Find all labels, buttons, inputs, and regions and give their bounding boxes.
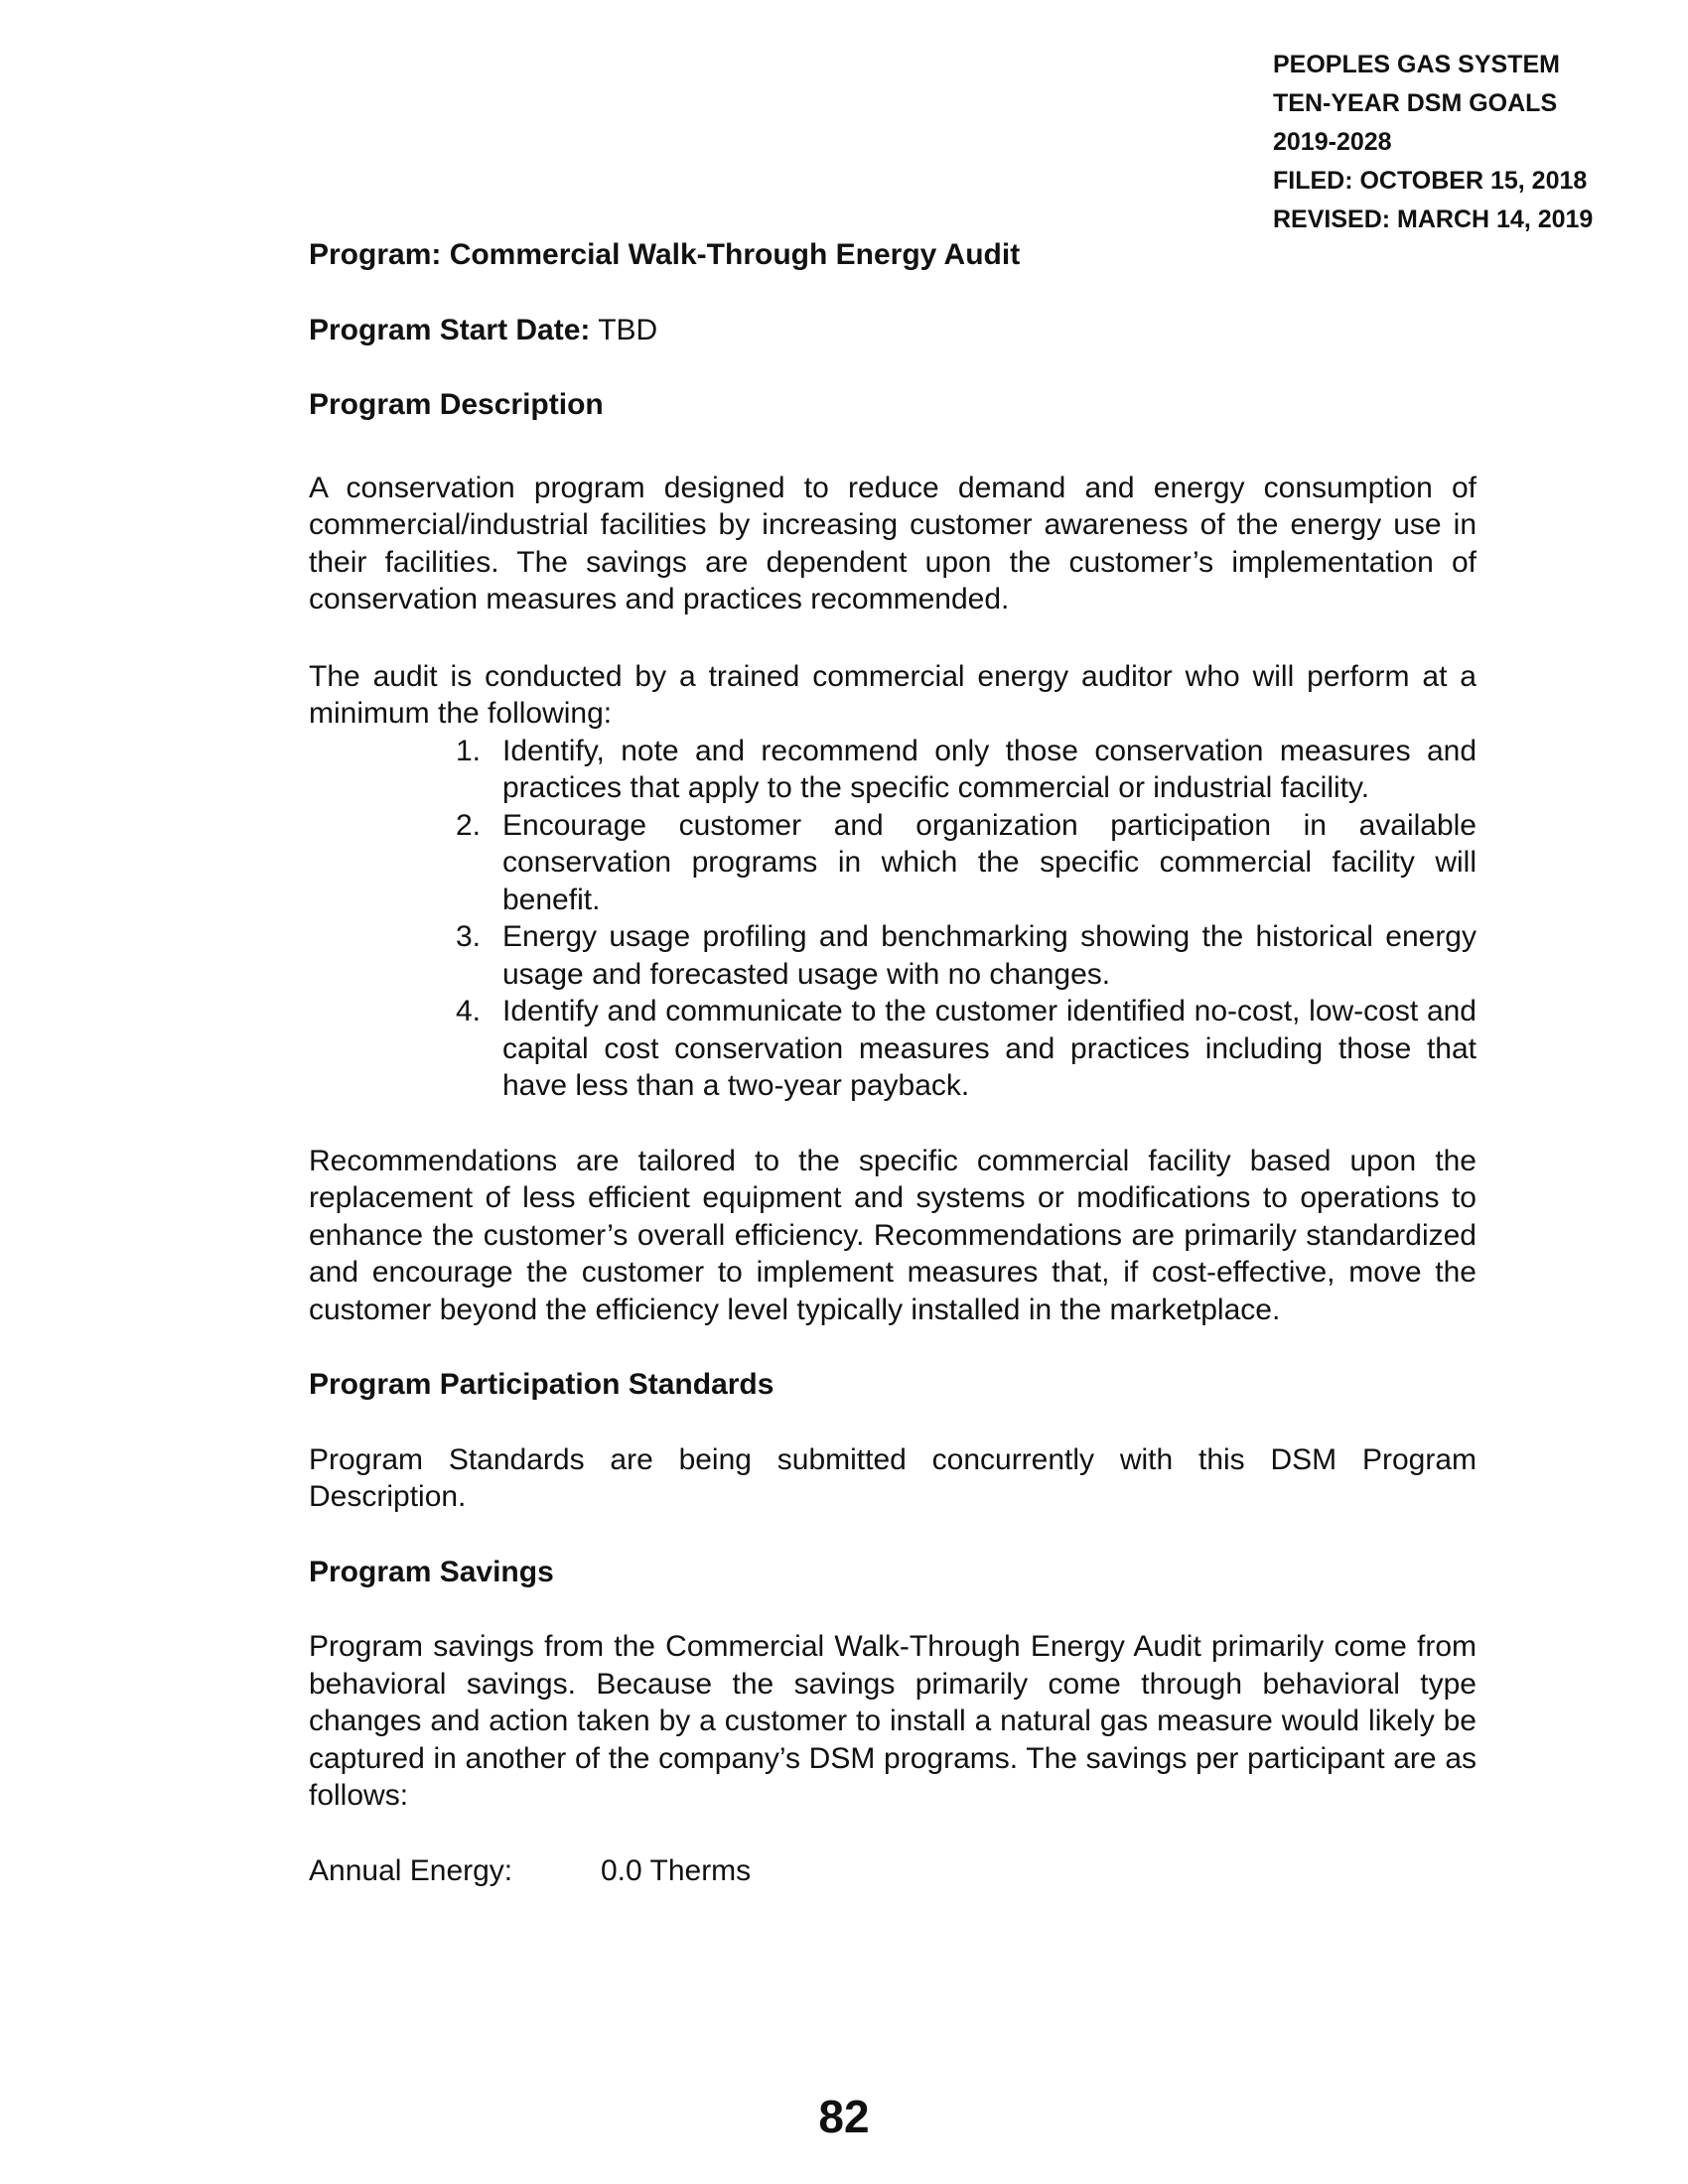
annual-energy-label: Annual Energy:: [309, 1853, 513, 1887]
list-item: [456, 993, 1477, 1105]
list-item-text: Encourage customer and organization participation in available conservation programs in which the specific commercial facility will benefit.: [502, 808, 1477, 916]
header-plan: TEN-YEAR DSM GOALS: [1273, 89, 1558, 117]
description-paragraph-2: The audit is conducted by a trained commercial energy auditor who will perform at a minimum the following:: [309, 659, 1477, 730]
filing-header: [1273, 46, 1670, 239]
program-description-heading: Program Description: [309, 388, 604, 421]
list-item-number: 2.: [456, 808, 482, 842]
page-number: 82: [818, 2091, 870, 2142]
list-item: [456, 918, 1477, 993]
start-date-value: TBD: [598, 313, 658, 346]
list-item-number: 4.: [456, 995, 482, 1027]
program-savings-heading: Program Savings: [309, 1555, 554, 1588]
header-company: PEOPLES GAS SYSTEM: [1273, 51, 1560, 78]
program-savings-paragraph: Program savings from the Commercial Walk-Through Energy Audit primarily come from behavioral savings. Because the savings primarily come through behavioral type changes and action taken by a customer to install a natural gas measure would likely be captured in another of the company’s DSM programs. The savings per participant are as follows:: [309, 1630, 1477, 1812]
list-item-number: 1.: [456, 734, 482, 767]
start-date-label: Program Start Date:: [309, 313, 591, 346]
participation-standards-paragraph: Program Standards are being submitted concurrently with this DSM Program Description.: [309, 1442, 1477, 1513]
audit-task-list: [309, 733, 1477, 1105]
annual-energy-value: 0.0 Therms: [601, 1853, 752, 1887]
document-body: [309, 236, 1477, 1889]
list-item-number: 3.: [456, 920, 482, 953]
header-years: 2019-2028: [1273, 128, 1392, 156]
participation-standards-heading: Program Participation Standards: [309, 1368, 774, 1401]
list-item-text: Identify and communicate to the customer identified no-cost, low-cost and capital cost conservation measures and practices including those that have less than a two-year payback.: [502, 995, 1477, 1102]
list-item-text: Identify, note and recommend only those conservation measures and practices that apply to the specific commercial or industrial facility.: [502, 734, 1477, 804]
header-revised-date: REVISED: MARCH 14, 2019: [1273, 205, 1594, 233]
annual-energy-row: [309, 1852, 1477, 1890]
list-item: [456, 733, 1477, 807]
list-item: [456, 807, 1477, 919]
program-start-date: [309, 312, 1477, 349]
description-paragraph-3: Recommendations are tailored to the specific commercial facility based upon the replacement of less efficient equipment and systems or modifications to operations to enhance the customer’s overall efficiency. Recommendations are primarily standardized and encourage the customer to implement measures that, if cost-effective, move the customer beyond the efficiency level typically installed in the marketplace.: [309, 1144, 1477, 1326]
list-item-text: Energy usage profiling and benchmarking showing the historical energy usage and forecasted usage with no changes.: [502, 920, 1477, 991]
header-filed-date: FILED: OCTOBER 15, 2018: [1273, 167, 1588, 195]
description-paragraph-1: A conservation program designed to reduce demand and energy consumption of commercial/industrial facilities by increasing customer awareness of the energy use in their facilities. The savings are dependent upon the customer’s implementation of conservation measures and practices recommended.: [309, 471, 1477, 615]
program-title: Program: Commercial Walk-Through Energy Audit: [309, 238, 1021, 271]
